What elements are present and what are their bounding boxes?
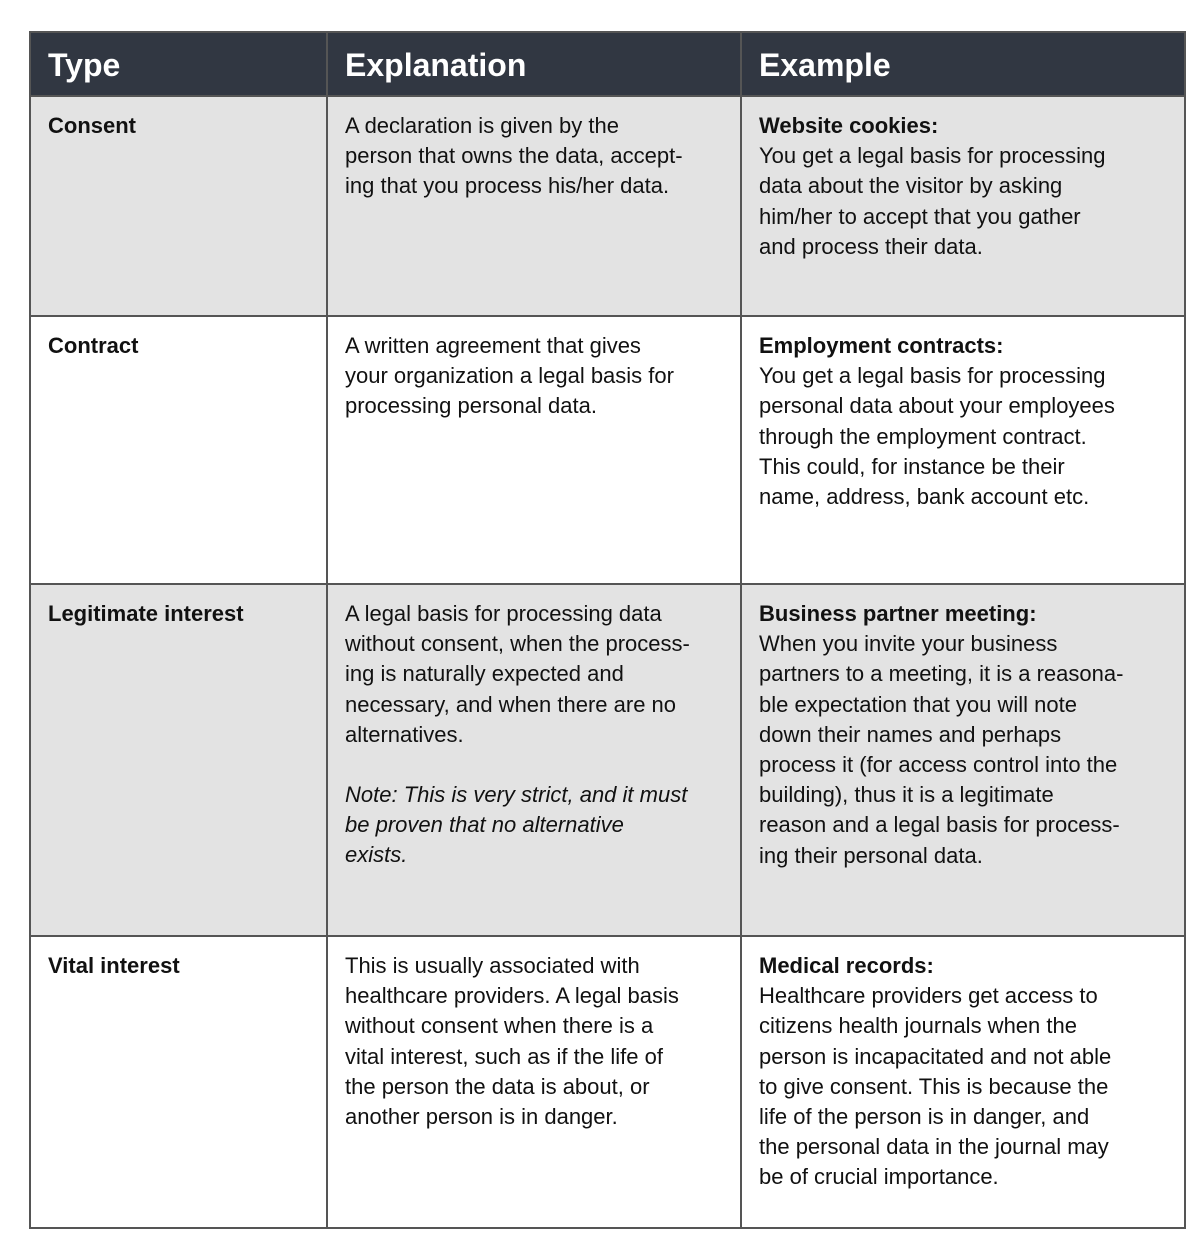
example-cell: [741, 584, 1185, 936]
explanation-cell: A written agreement that gives your organization a legal basis for processing personal data.: [327, 316, 741, 584]
explanation-cell: [327, 584, 741, 936]
example-cell: [741, 96, 1185, 316]
table-row: [30, 316, 1185, 584]
type-cell: Consent: [30, 96, 327, 316]
table-row: [30, 96, 1185, 316]
example-text: Healthcare providers get access to citizens health journals when the person is incapacitated and not able to give consent. This is because the life of the person is in danger, and the personal data in the journal may be of crucial importance.: [759, 983, 1112, 1190]
example-title: Business partner meeting:: [759, 601, 1037, 626]
legal-basis-table: [29, 31, 1186, 1229]
explanation-cell: This is usually associated with healthcare providers. A legal basis without consent when there is a vital interest, such as if the life of the person the data is about, or another person is in danger.: [327, 936, 741, 1228]
type-cell: Legitimate interest: [30, 584, 327, 936]
example-title: Website cookies:: [759, 113, 939, 138]
header-type: Type: [30, 32, 327, 96]
header-explanation: Explanation: [327, 32, 741, 96]
header-row: [30, 32, 1185, 96]
example-text: You get a legal basis for processing personal data about your employees through the employment contract. This could, for instance be their name, address, bank account etc.: [759, 363, 1115, 510]
example-text: When you invite your business partners to a meeting, it is a reasona- ble expectation that you will note down their names and perhaps process it (for access control into the building), thus it is a legitimate reason and a legal basis for process- ing their personal data.: [759, 631, 1124, 868]
table-row: [30, 936, 1185, 1228]
explanation-note: Note: This is very strict, and it must be proven that no alternative exists.: [345, 782, 688, 868]
table-row: [30, 584, 1185, 936]
example-cell: [741, 316, 1185, 584]
type-cell: Contract: [30, 316, 327, 584]
example-cell: [741, 936, 1185, 1228]
explanation-cell: A declaration is given by the person that owns the data, accept- ing that you process his/her data.: [327, 96, 741, 316]
explanation-text: A legal basis for processing data without consent, when the process- ing is naturally expected and necessary, and when there are no alternatives.: [345, 601, 690, 747]
example-title: Medical records:: [759, 953, 934, 978]
example-text: You get a legal basis for processing data about the visitor by asking him/her to accept that you gather and process their data.: [759, 143, 1106, 259]
example-title: Employment contracts:: [759, 333, 1004, 358]
header-example: Example: [741, 32, 1185, 96]
type-cell: Vital interest: [30, 936, 327, 1228]
